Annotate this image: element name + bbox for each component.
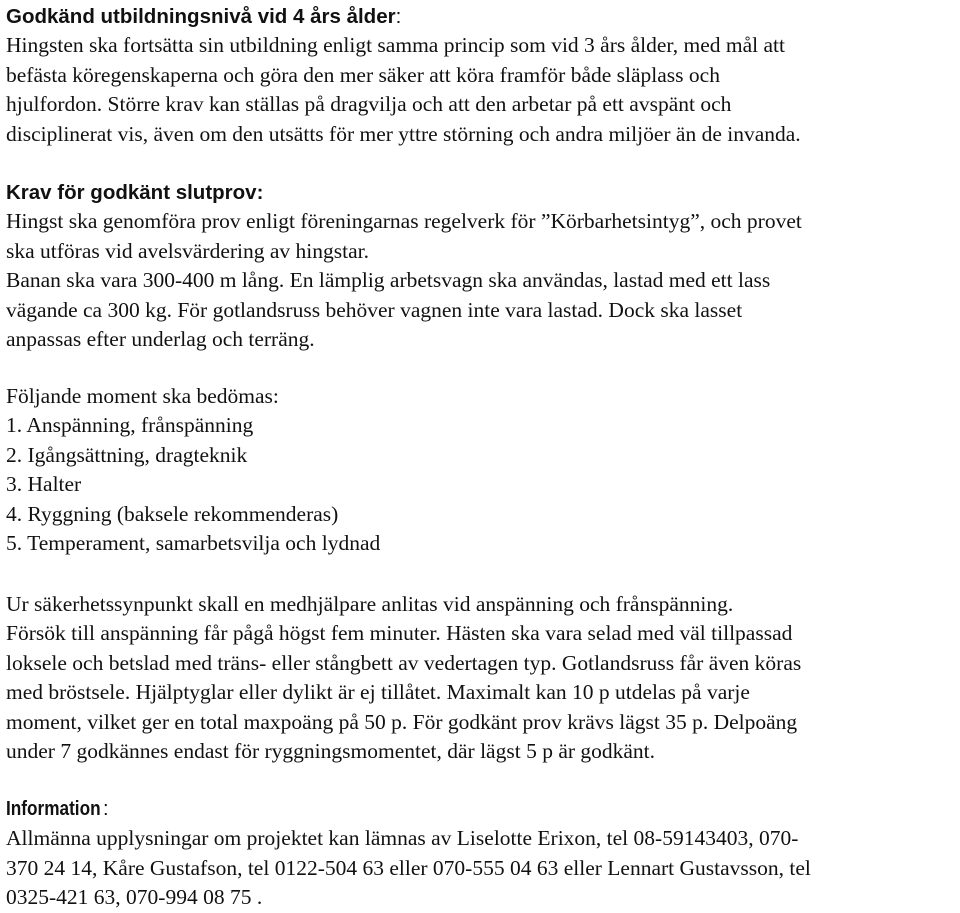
- paragraph-line: Ur säkerhetssynpunkt skall en medhjälpare anlitas vid anspänning och frånspänning.: [6, 592, 734, 616]
- heading-bold: Godkänd utbildningsnivå vid 4 års ålder: [6, 5, 396, 28]
- paragraph-line: disciplinerat vis, även om den utsätts för mer yttre störning och andra miljöer än de invanda.: [6, 121, 801, 146]
- paragraph-line: Allmänna upplysningar om projektet kan lämnas av Liselotte Erixon, tel 08-59143403, 070-: [6, 826, 799, 851]
- section-information: [6, 794, 954, 913]
- paragraph-line: vägande ca 300 kg. För gotlandsruss behöver vagnen inte vara lastad. Dock ska lasset: [6, 297, 743, 322]
- section-heading: Krav för godkänt slutprov:: [6, 181, 264, 204]
- heading-bold: Information: [6, 798, 101, 820]
- paragraph-line: under 7 godkännes endast för ryggningsmomentet, där lägst 5 p är godkänt.: [6, 739, 656, 764]
- section-assessed-moments: [6, 382, 954, 558]
- paragraph-line: 0325-421 63, 070-994 08 75 .: [6, 885, 263, 910]
- paragraph-line: befästa köregenskaperna och göra den mer säker att köra framför både släplass och: [6, 62, 720, 87]
- paragraph-line: Hingsten ska fortsätta sin utbildning enligt samma princip som vid 3 års ålder, med mål att: [6, 33, 785, 58]
- paragraph-line: loksele och betslad med träns- eller stångbett av vedertagen typ. Gotlandsruss får även köras: [6, 650, 802, 675]
- section-heading: [6, 2, 954, 31]
- section-final-test: [6, 178, 954, 354]
- list-intro: Följande moment ska bedömas:: [6, 384, 279, 408]
- paragraph-line: 370 24 14, Kåre Gustafson, tel 0122-504 63 eller 070-555 04 63 eller Lennart Gustavsson, tel: [6, 855, 811, 880]
- paragraph-line: med bröstsele. Hjälptyglar eller dylikt är ej tillåtet. Maximalt kan 10 p utdelas på varje: [6, 680, 750, 705]
- paragraph-line: Försök till anspänning får pågå högst fem minuter. Hästen ska vara selad med väl tillpassad: [6, 621, 793, 646]
- list-item: 4. Ryggning (baksele rekommenderas): [6, 501, 339, 526]
- section-safety-rules: [6, 590, 954, 766]
- heading-colon: :: [395, 5, 402, 28]
- paragraph-line: ska utföras vid avelsvärdering av hingstar.: [6, 238, 370, 263]
- paragraph-line: moment, vilket ger en total maxpoäng på 50 p. För godkänt prov krävs lägst 35 p. Delpoäng: [6, 709, 798, 734]
- list-item: 2. Igångsättning, dragteknik: [6, 442, 248, 467]
- paragraph-line: Hingst ska genomföra prov enligt föreningarnas regelverk för ”Körbarhetsintyg”, och provet: [6, 209, 802, 234]
- heading-colon: :: [103, 798, 109, 820]
- paragraph-line: Banan ska vara 300-400 m lång. En lämplig arbetsvagn ska användas, lastad med ett lass: [6, 268, 771, 293]
- list-item: 1. Anspänning, frånspänning: [6, 413, 254, 438]
- list-item: 5. Temperament, samarbetsvilja och lydnad: [6, 531, 381, 556]
- paragraph-line: hjulfordon. Större krav kan ställas på dragvilja och att den arbetar på ett avspänt och: [6, 92, 732, 117]
- paragraph-line: anpassas efter underlag och terräng.: [6, 327, 315, 352]
- list-item: 3. Halter: [6, 472, 82, 497]
- section-heading: [6, 794, 954, 824]
- section-training-level: [6, 2, 954, 149]
